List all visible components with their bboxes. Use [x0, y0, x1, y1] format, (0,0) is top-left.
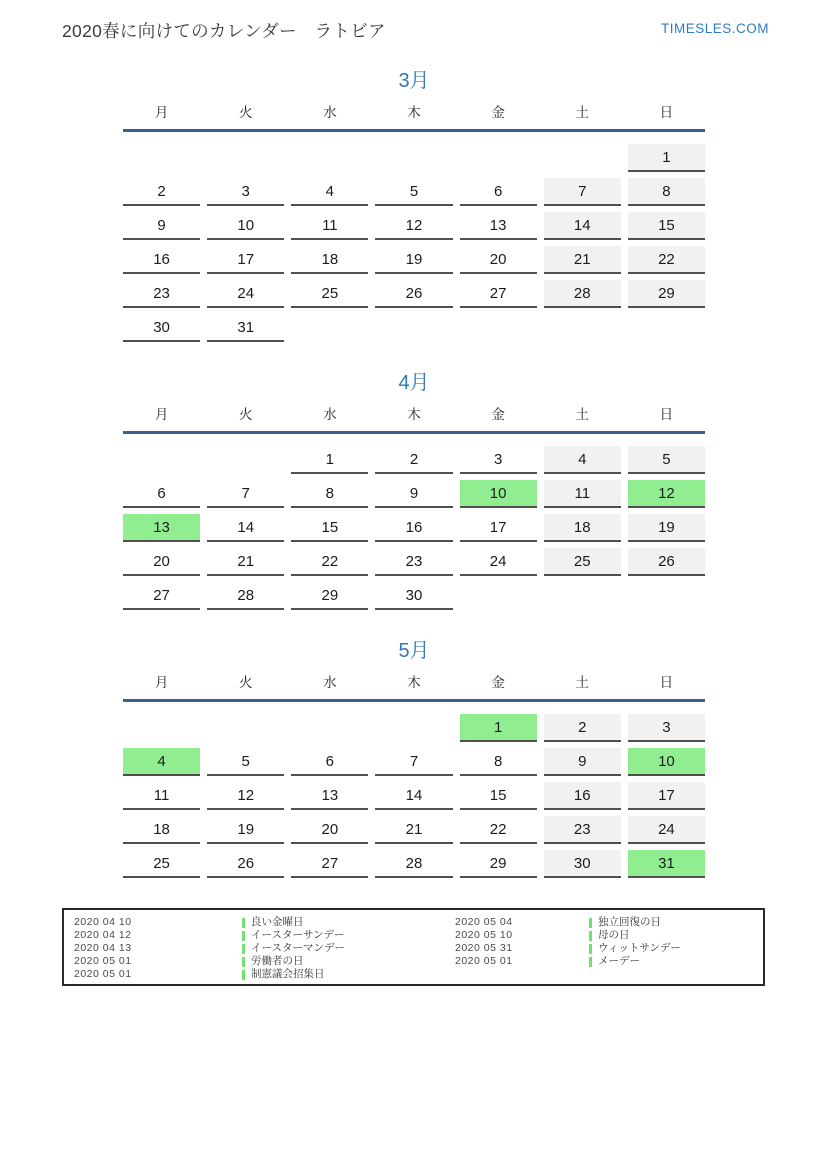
day-cell: 30: [123, 314, 200, 342]
empty-cell: [375, 144, 452, 172]
weekend-day-cell: 19: [628, 514, 705, 542]
weekend-day-cell: 16: [544, 782, 621, 810]
day-cell: 13: [291, 782, 368, 810]
weekend-day-cell: 18: [544, 514, 621, 542]
day-cell: 23: [375, 548, 452, 576]
empty-cell: [375, 314, 452, 342]
day-cell: 24: [207, 280, 284, 308]
holiday-marker-icon: [589, 944, 592, 954]
month-grid: [123, 144, 705, 342]
day-cell: 22: [291, 548, 368, 576]
legend-name: 独立回復の日: [589, 916, 763, 929]
empty-cell: [375, 714, 452, 742]
empty-cell: [460, 314, 537, 342]
page-header: [62, 18, 769, 43]
day-cell: 1: [291, 446, 368, 474]
weekend-day-cell: 25: [544, 548, 621, 576]
weekday-header-row: [123, 673, 705, 693]
weekend-day-cell: 17: [628, 782, 705, 810]
empty-cell: [207, 714, 284, 742]
weekday-label: 日: [659, 105, 674, 120]
day-cell: 29: [460, 850, 537, 878]
holiday-day-cell: 31: [628, 850, 705, 878]
legend-name: イースターマンデー: [242, 942, 455, 955]
day-cell: 3: [460, 446, 537, 474]
weekday-label: 水: [323, 105, 337, 120]
month-grid: [123, 446, 705, 610]
legend-name: 母の日: [589, 929, 763, 942]
legend-date: 2020 05 01: [74, 968, 132, 980]
month-section: [123, 372, 705, 610]
weekend-day-cell: 26: [628, 548, 705, 576]
day-cell: 11: [123, 782, 200, 810]
holiday-marker-icon: [242, 957, 245, 967]
weekend-day-cell: 21: [544, 246, 621, 274]
day-cell: 18: [291, 246, 368, 274]
legend-name: 労働者の日: [242, 955, 455, 968]
day-cell: 12: [207, 782, 284, 810]
empty-cell: [123, 144, 200, 172]
empty-cell: [628, 314, 705, 342]
legend-date: 2020 05 04: [455, 916, 513, 928]
weekend-day-cell: 24: [628, 816, 705, 844]
day-cell: 25: [123, 850, 200, 878]
weekend-day-cell: 29: [628, 280, 705, 308]
day-cell: 2: [123, 178, 200, 206]
weekday-label: 火: [238, 407, 253, 422]
day-cell: 28: [207, 582, 284, 610]
weekday-label: 金: [491, 675, 505, 690]
legend-name: 良い金曜日: [242, 916, 455, 929]
empty-cell: [123, 446, 200, 474]
day-cell: 5: [375, 178, 452, 206]
calendar-months: [123, 70, 705, 908]
empty-cell: [544, 582, 621, 610]
holiday-marker-icon: [242, 944, 245, 954]
weekend-day-cell: 7: [544, 178, 621, 206]
empty-cell: [291, 144, 368, 172]
day-cell: 26: [375, 280, 452, 308]
weekday-label: 火: [238, 105, 253, 120]
day-cell: 27: [291, 850, 368, 878]
day-cell: 9: [123, 212, 200, 240]
weekday-label: 日: [659, 675, 674, 690]
legend-date: 2020 05 31: [455, 942, 513, 954]
legend-date: [455, 968, 589, 981]
weekday-label: 木: [407, 675, 421, 690]
day-cell: 17: [207, 246, 284, 274]
legend-date: 2020 05 01: [455, 955, 513, 967]
day-cell: 6: [460, 178, 537, 206]
month-title: 4月: [398, 372, 430, 394]
weekday-label: 木: [407, 407, 421, 422]
weekday-label: 月: [154, 675, 169, 690]
day-cell: 12: [375, 212, 452, 240]
legend-row: [74, 916, 763, 929]
empty-cell: [544, 314, 621, 342]
legend-name: [589, 968, 763, 981]
month-title: 5月: [398, 640, 430, 662]
empty-cell: [628, 582, 705, 610]
legend-date: 2020 04 10: [74, 916, 132, 928]
weekend-day-cell: 2: [544, 714, 621, 742]
day-cell: 6: [123, 480, 200, 508]
legend-date: 2020 05 10: [455, 929, 513, 941]
day-cell: 13: [460, 212, 537, 240]
day-cell: 6: [291, 748, 368, 776]
day-cell: 7: [375, 748, 452, 776]
day-cell: 19: [207, 816, 284, 844]
day-cell: 24: [460, 548, 537, 576]
day-cell: 21: [375, 816, 452, 844]
holiday-marker-icon: [589, 957, 592, 967]
day-cell: 20: [460, 246, 537, 274]
legend-row: [74, 968, 763, 981]
holiday-marker-icon: [589, 918, 592, 928]
weekday-label: 水: [323, 675, 337, 690]
day-cell: 9: [375, 480, 452, 508]
day-cell: 31: [207, 314, 284, 342]
holiday-day-cell: 1: [460, 714, 537, 742]
legend-name: イースターサンデー: [242, 929, 455, 942]
weekend-day-cell: 30: [544, 850, 621, 878]
weekend-day-cell: 15: [628, 212, 705, 240]
weekday-label: 土: [575, 407, 590, 422]
empty-cell: [123, 714, 200, 742]
day-cell: 7: [207, 480, 284, 508]
holiday-marker-icon: [589, 931, 592, 941]
weekday-label: 金: [491, 105, 505, 120]
holiday-day-cell: 12: [628, 480, 705, 508]
weekend-day-cell: 9: [544, 748, 621, 776]
weekday-header-row: [123, 103, 705, 123]
holiday-day-cell: 4: [123, 748, 200, 776]
legend-date: 2020 04 12: [74, 929, 132, 941]
day-cell: 20: [291, 816, 368, 844]
brand-link[interactable]: TIMESLES.COM: [660, 21, 769, 36]
holiday-marker-icon: [242, 931, 245, 941]
day-cell: 15: [291, 514, 368, 542]
header-divider: [123, 431, 705, 434]
weekend-day-cell: 3: [628, 714, 705, 742]
day-cell: 5: [207, 748, 284, 776]
weekday-label: 月: [154, 407, 169, 422]
day-cell: 8: [460, 748, 537, 776]
weekend-day-cell: 28: [544, 280, 621, 308]
header-divider: [123, 699, 705, 702]
month-section: [123, 640, 705, 878]
weekend-day-cell: 11: [544, 480, 621, 508]
empty-cell: [460, 144, 537, 172]
day-cell: 17: [460, 514, 537, 542]
legend-date: 2020 04 13: [74, 942, 132, 954]
empty-cell: [291, 714, 368, 742]
legend-name: 制憲議会招集日: [242, 968, 455, 981]
month-grid: [123, 714, 705, 878]
day-cell: 2: [375, 446, 452, 474]
weekday-label: 月: [154, 105, 169, 120]
day-cell: 16: [123, 246, 200, 274]
empty-cell: [544, 144, 621, 172]
day-cell: 26: [207, 850, 284, 878]
weekday-label: 土: [575, 105, 590, 120]
weekend-day-cell: 4: [544, 446, 621, 474]
day-cell: 23: [123, 280, 200, 308]
day-cell: 28: [375, 850, 452, 878]
empty-cell: [291, 314, 368, 342]
day-cell: 29: [291, 582, 368, 610]
day-cell: 27: [460, 280, 537, 308]
legend-name: ウィットサンデー: [589, 942, 763, 955]
day-cell: 14: [375, 782, 452, 810]
weekend-day-cell: 8: [628, 178, 705, 206]
header-divider: [123, 129, 705, 132]
weekend-day-cell: 23: [544, 816, 621, 844]
legend-date: 2020 05 01: [74, 955, 132, 967]
month-section: [123, 70, 705, 342]
day-cell: 25: [291, 280, 368, 308]
weekday-label: 金: [491, 407, 505, 422]
holiday-marker-icon: [242, 918, 245, 928]
page-title: 2020春に向けてのカレンダー ラトビア: [62, 21, 386, 41]
day-cell: 8: [291, 480, 368, 508]
holiday-day-cell: 10: [460, 480, 537, 508]
legend-box: [62, 908, 765, 986]
month-title: 3月: [398, 70, 430, 92]
legend-row: [74, 929, 763, 942]
holiday-day-cell: 10: [628, 748, 705, 776]
empty-cell: [207, 446, 284, 474]
weekday-label: 火: [238, 675, 253, 690]
day-cell: 3: [207, 178, 284, 206]
empty-cell: [207, 144, 284, 172]
weekday-label: 水: [323, 407, 337, 422]
day-cell: 4: [291, 178, 368, 206]
day-cell: 18: [123, 816, 200, 844]
weekday-header-row: [123, 405, 705, 425]
day-cell: 16: [375, 514, 452, 542]
holiday-marker-icon: [242, 970, 245, 980]
legend-row: [74, 955, 763, 968]
empty-cell: [460, 582, 537, 610]
weekday-label: 日: [659, 407, 674, 422]
day-cell: 20: [123, 548, 200, 576]
weekday-label: 木: [407, 105, 421, 120]
day-cell: 10: [207, 212, 284, 240]
holiday-day-cell: 13: [123, 514, 200, 542]
day-cell: 27: [123, 582, 200, 610]
day-cell: 19: [375, 246, 452, 274]
weekend-day-cell: 14: [544, 212, 621, 240]
day-cell: 11: [291, 212, 368, 240]
legend-row: [74, 942, 763, 955]
weekday-label: 土: [575, 675, 590, 690]
day-cell: 14: [207, 514, 284, 542]
weekend-day-cell: 1: [628, 144, 705, 172]
day-cell: 22: [460, 816, 537, 844]
weekend-day-cell: 5: [628, 446, 705, 474]
day-cell: 30: [375, 582, 452, 610]
day-cell: 15: [460, 782, 537, 810]
day-cell: 21: [207, 548, 284, 576]
weekend-day-cell: 22: [628, 246, 705, 274]
legend-name: メーデー: [589, 955, 763, 968]
